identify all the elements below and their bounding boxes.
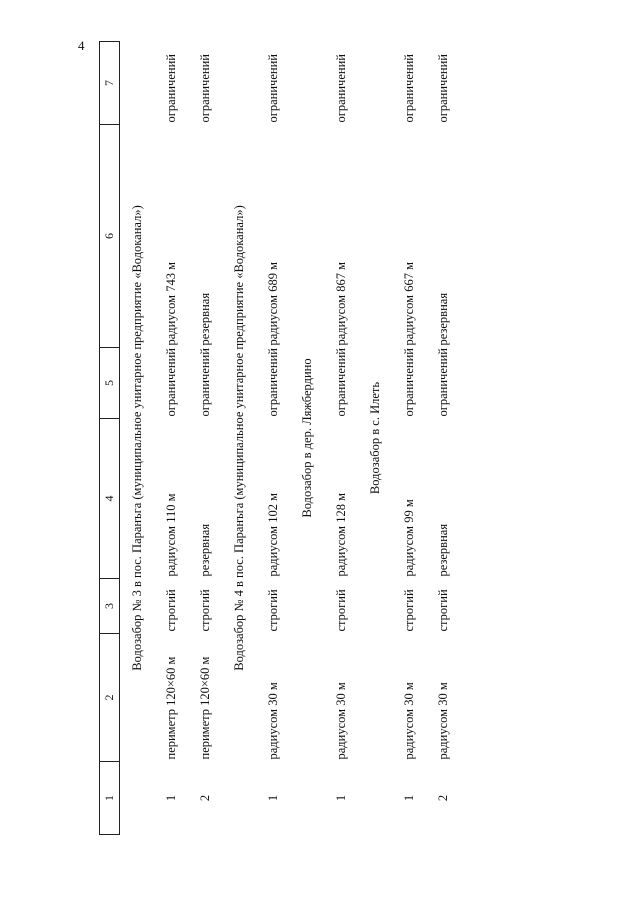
table-row <box>154 42 188 835</box>
zone1-size: радиусом 30 м <box>401 682 416 760</box>
row-number: 1 <box>265 794 280 802</box>
row-number: 2 <box>435 794 450 802</box>
table-row <box>392 42 426 835</box>
zone1-regime: строгий <box>435 589 450 632</box>
zone3-size: резервная <box>197 292 212 346</box>
zone3-size: радиусом 667 м <box>401 262 416 346</box>
table-row <box>188 42 222 835</box>
column-header: 2 <box>100 634 120 762</box>
row-number: 1 <box>333 794 348 802</box>
table-row <box>256 42 290 835</box>
zone2-regime: ограничений <box>163 348 178 417</box>
section-heading: Водозабор в дер. Ляжбердино <box>299 358 314 518</box>
zone2-size: радиусом 102 м <box>265 493 280 577</box>
column-header: 7 <box>100 42 120 125</box>
table-row <box>426 42 460 835</box>
zone2-regime: ограничений <box>435 348 450 417</box>
zone1-regime: строгий <box>163 589 178 632</box>
row-number: 1 <box>401 794 416 802</box>
zone2-size: радиусом 128 м <box>333 493 348 577</box>
section-heading: Водозабор в с. Илеть <box>367 381 382 495</box>
column-header: 5 <box>100 348 120 419</box>
page-number: 4 <box>78 38 85 53</box>
zone3-size: резервная <box>435 292 450 346</box>
table-row <box>324 42 358 835</box>
zone3-regime: ограничений <box>265 54 280 123</box>
zone1-size: периметр 120×60 м <box>163 656 178 760</box>
column-header: 6 <box>100 125 120 348</box>
zone3-size: радиусом 867 м <box>333 262 348 346</box>
column-header: 3 <box>100 579 120 634</box>
zone2-regime: ограничений <box>265 348 280 417</box>
zone1-regime: строгий <box>401 589 416 632</box>
zone3-regime: ограничений <box>435 54 450 123</box>
section-heading-row <box>290 42 324 835</box>
zone2-size: радиусом 99 м <box>401 499 416 577</box>
zone3-size: радиусом 689 м <box>265 262 280 346</box>
zone1-size: радиусом 30 м <box>265 682 280 760</box>
zone3-regime: ограничений <box>401 54 416 123</box>
zone2-regime: ограничений <box>401 348 416 417</box>
zone2-size: резервная <box>197 523 212 577</box>
zone1-size: периметр 120×60 м <box>197 656 212 760</box>
row-number: 2 <box>197 794 212 802</box>
zone2-size: резервная <box>435 523 450 577</box>
row-number: 1 <box>163 794 178 802</box>
zone2-regime: ограничений <box>197 348 212 417</box>
zone3-regime: ограничений <box>197 54 212 123</box>
zone2-regime: ограничений <box>333 348 348 417</box>
column-number-header-row <box>100 42 120 835</box>
zone1-size: радиусом 30 м <box>435 682 450 760</box>
section-heading: Водозабор № 3 в пос. Паранъга (муниципальное унитарное предприятие «Водоканал») <box>129 205 144 671</box>
zone1-regime: строгий <box>197 589 212 632</box>
section-heading-row <box>120 42 155 835</box>
zone2-size: радиусом 110 м <box>163 493 178 577</box>
sanitary-zones-table <box>99 41 460 835</box>
section-heading-row <box>358 42 392 835</box>
zone1-regime: строгий <box>333 589 348 632</box>
zone3-regime: ограничений <box>163 54 178 123</box>
section-heading: Водозабор № 4 в пос. Паранъга (муниципальное унитарное предприятие «Водоканал») <box>231 205 246 671</box>
rotated-table-container <box>99 42 484 835</box>
section-heading-row <box>222 42 256 835</box>
zone1-size: радиусом 30 м <box>333 682 348 760</box>
zone3-regime: ограничений <box>333 54 348 123</box>
zone1-regime: строгий <box>265 589 280 632</box>
column-header: 1 <box>100 762 120 835</box>
zone3-size: радиусом 743 м <box>163 262 178 346</box>
column-header: 4 <box>100 419 120 579</box>
